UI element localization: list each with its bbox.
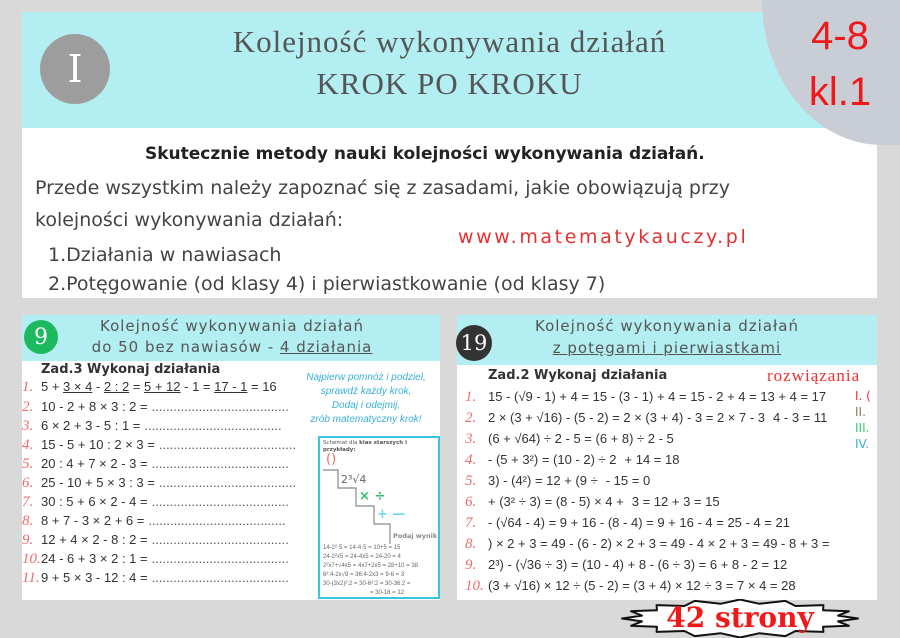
exercise-line — [488, 389, 826, 405]
page-count-label: strony — [714, 601, 814, 634]
exercise-solution: 15 - (√9 - 1) + 4 = 15 - (3 - 1) + 4 = 15 - 2 + 4 = 13 + 4 = 17 — [488, 389, 827, 404]
roman-numeral: II. — [855, 405, 866, 419]
answer-blank: ...................................... — [151, 570, 289, 585]
task-heading: Zad.2 Wykonaj działania — [488, 368, 668, 383]
schema-example: 2²x7+√4x5 = 4x7+2x5 = 28+10 = 38 — [323, 563, 419, 569]
row-number: 6. — [22, 475, 34, 491]
page-count-number: 42 — [666, 601, 706, 634]
schema-example: 6²:4-2x√9 = 36:4-2x3 = 9-6 = 3 — [323, 572, 405, 578]
exercise-row — [22, 494, 289, 510]
row-number: 9. — [22, 532, 34, 548]
row-number: 10. — [465, 578, 484, 594]
exercise-line — [488, 578, 796, 594]
example-part: 3 × 4 — [63, 379, 93, 394]
exercise-line — [488, 452, 679, 468]
answer-blank: ...................................... — [151, 494, 289, 509]
exercise-row — [22, 456, 289, 472]
exercise-line — [41, 456, 289, 472]
row-number: 2. — [465, 410, 477, 426]
exercise-row — [22, 437, 297, 453]
exercise-line — [488, 431, 674, 447]
example-part: 5 + 12 — [144, 379, 181, 394]
answer-blank: ...................................... — [151, 399, 289, 414]
answer-blank: ...................................... — [148, 513, 286, 528]
exercise-expression: 15 - 5 + 10 : 2 × 3 = — [41, 437, 155, 452]
exercise-line — [488, 557, 787, 573]
exercise-solution-end: + 14 = 18 — [624, 452, 680, 467]
title-prefix: do 50 bez nawiasów - — [91, 338, 280, 356]
schema-title — [323, 440, 437, 454]
exercise-line — [41, 437, 296, 453]
schema-example: = 30-18 = 12 — [370, 590, 405, 596]
roman-numeral: I. ( — [855, 389, 871, 403]
exercise-row — [22, 513, 286, 529]
answer-blank: ...................................... — [158, 437, 297, 452]
task-heading: Zad.3 Wykonaj działania — [41, 362, 221, 377]
answer-blank: ...................................... — [151, 551, 289, 566]
exercise-line — [488, 536, 829, 552]
answer-blank: ...................................... — [151, 456, 289, 471]
hint-line: Najpierw pomnóż i podziel, — [306, 372, 426, 383]
schema-example: 14-2²·5 = 14-4·5 = 10+5 = 15 — [323, 545, 401, 551]
exercise-line — [41, 551, 289, 567]
multiply-divide-step: × ÷ — [359, 489, 386, 504]
row-number: 7. — [465, 515, 477, 531]
hint-line: sprawdź każdy krok, — [320, 386, 412, 397]
badge-label: I — [67, 47, 83, 91]
title-line1: Kolejność wykonywania działań — [232, 24, 667, 59]
row-number: 11. — [22, 570, 40, 586]
power-root-step: 2³√4 — [341, 473, 367, 486]
worksheet-preview-right — [457, 315, 877, 600]
exercise-expression: 9 + 5 × 3 - 12 : 4 = — [41, 570, 148, 585]
exercise-expression: 12 + 4 × 2 - 8 : 2 = — [41, 532, 148, 547]
exercise-line — [41, 532, 289, 548]
exercise-line — [488, 515, 790, 531]
exercise-row — [22, 475, 297, 491]
sheet-title-line2 — [62, 338, 402, 356]
sheet-title-line1: Kolejność wykonywania działań — [99, 317, 364, 335]
rule-2 — [48, 273, 605, 295]
schema-title-bold: klas starszych i przykłady: — [323, 440, 407, 453]
answer-blank: ...................................... — [158, 475, 297, 490]
website-link[interactable]: www.matematykauczy.pl — [458, 226, 749, 248]
row-number: 10. — [22, 551, 41, 567]
exercise-line — [488, 473, 650, 489]
parentheses-step: () — [326, 452, 337, 467]
exercise-row — [22, 570, 289, 586]
exercise-solution: - (5 + 3²) = (10 - 2) ÷ 2 — [488, 452, 617, 467]
badge-label: 19 — [460, 331, 488, 355]
exercise-solution: ) × 2 + 3 = 49 - (6 - 2) × 2 + 3 = 49 - 4 × 2 + 3 = 49 - 8 + 3 = — [488, 536, 830, 551]
grade-class: kl.1 — [808, 70, 872, 114]
example-part: - 1 = — [180, 379, 215, 394]
intro-paragraph-line1: Przede wszystkim należy zapoznać się z zasadami, jakie obowiązują przy — [35, 177, 730, 199]
sheet-number-badge — [24, 320, 58, 354]
row-number: 7. — [22, 494, 34, 510]
exercise-expression: 20 : 4 + 7 × 2 - 3 = — [41, 456, 148, 471]
exercise-solution: 3) - (4²) = 12 + (9 ÷ — [488, 473, 598, 488]
rule-number: 1. — [48, 244, 67, 266]
row-number: 6. — [465, 494, 477, 510]
exercise-line — [41, 399, 289, 415]
sheet-number-badge — [456, 325, 492, 361]
exercise-line — [41, 475, 296, 491]
exercise-expression: 25 - 10 + 5 × 3 : 3 = — [41, 475, 155, 490]
example-part: = — [129, 379, 145, 394]
grade-range: 4-8 — [811, 14, 869, 58]
exercise-row — [22, 532, 289, 548]
example-part: = 16 — [247, 379, 277, 394]
rule-text: Potęgowanie (od klasy 4) i pierwiastkowanie (od klasy 7) — [66, 273, 606, 295]
intro-subtitle: Skutecznie metody nauki kolejności wykonywania działań. — [145, 144, 705, 164]
exercise-expression: 24 - 6 + 3 × 2 : 1 = — [41, 551, 148, 566]
row-number: 4. — [22, 437, 34, 453]
schema-title-prefix: Schemat dla — [323, 440, 360, 446]
exercise-expression: 30 : 5 + 6 × 2 - 4 = — [41, 494, 148, 509]
exercise-line — [488, 494, 720, 510]
row-number: 3. — [465, 431, 477, 447]
roman-numeral: IV. — [855, 437, 870, 451]
exercise-line — [41, 513, 286, 529]
sheet-title-line1: Kolejność wykonywania działań — [534, 317, 799, 335]
example-expression — [41, 379, 277, 395]
hint-line: zrób matematyczny krok! — [310, 414, 422, 425]
page-count — [650, 601, 830, 635]
hint-line: Dodaj i odejmij, — [331, 400, 401, 411]
schema-result: Podaj wynik — [393, 532, 438, 540]
roman-numeral: III. — [855, 421, 870, 435]
row-number: 9. — [465, 557, 477, 573]
row-number: 2. — [22, 399, 34, 415]
row-number: 5. — [465, 473, 477, 489]
exercise-solution: 2³) - (√36 ÷ 3) = (10 - 4) + 8 - (6 ÷ 3) = 6 + 8 - 2 = 12 — [488, 557, 788, 572]
answer-blank: ...................................... — [144, 418, 282, 433]
row-number: 4. — [465, 452, 477, 468]
exercise-line — [41, 494, 289, 510]
example-part: 5 + — [41, 379, 64, 394]
row-number: 1. — [465, 389, 477, 405]
exercise-row — [22, 418, 282, 434]
row-number: 3. — [22, 418, 34, 434]
title-line2: KROK PO KROKU — [316, 66, 583, 101]
exercise-solution-end: 3 = 12 + 3 = 15 — [631, 494, 720, 509]
example-part: 2 : 2 — [103, 379, 130, 394]
exercise-solution: 2 × (3 + √16) - (5 - 2) = 2 × (3 + 4) - 3 = 2 × 7 - 3 — [488, 410, 766, 425]
exercise-row — [22, 399, 289, 415]
example-part: - — [92, 379, 104, 394]
exercise-solution: - (√64 - 4) = 9 + 16 - (8 - 4) = 9 + 16 - 4 = 25 - 4 = 21 — [488, 515, 790, 530]
rule-number: 2. — [48, 273, 67, 295]
exercise-solution: (6 + √64) ÷ 2 - 5 = (6 + 8) ÷ 2 - 5 — [488, 431, 674, 446]
add-subtract-step: + — — [377, 507, 406, 522]
intro-paragraph-line2: kolejności wykonywania działań: — [35, 209, 344, 231]
sheet-title-line2: z potęgami i pierwiastkami — [552, 339, 782, 357]
exercise-solution: (3 + √16) × 12 ÷ (5 - 2) = (3 + 4) × 12 ÷ 3 = 7 × 4 = 28 — [488, 578, 796, 593]
example-row — [22, 379, 277, 395]
row-number: 5. — [22, 456, 34, 472]
title-underlined: 4 działania — [279, 338, 373, 356]
row-number: 1. — [22, 379, 34, 395]
exercise-expression: 6 × 2 + 3 - 5 : 1 = — [41, 418, 141, 433]
answer-blank: ...................................... — [151, 532, 289, 547]
schema-example: 24-2²x5 = 24-4x5 = 24-20 = 4 — [323, 554, 401, 560]
solutions-label: rozwiązania — [767, 366, 861, 385]
exercise-expression: 10 - 2 + 8 × 3 : 2 = — [41, 399, 148, 414]
exercise-solution: + (3² ÷ 3) = (8 - 5) × 4 + — [488, 494, 624, 509]
badge-label: 9 — [34, 324, 48, 350]
exercise-solution-end: - 15 = 0 — [605, 473, 651, 488]
exercise-line — [41, 418, 282, 434]
cover-card — [22, 12, 877, 298]
exercise-line — [41, 570, 289, 586]
exercise-line — [488, 410, 827, 426]
exercise-expression: 8 + 7 - 3 × 2 + 6 = — [41, 513, 145, 528]
schema-example: 30-(3x2)²:2 = 30-6²:2 = 30-36:2 = — [323, 581, 411, 587]
exercise-solution-end: 4 - 3 = 11 — [773, 410, 828, 425]
row-number: 8. — [22, 513, 34, 529]
example-part: 17 - 1 — [214, 379, 248, 394]
schema-box — [318, 436, 440, 599]
rule-1 — [48, 244, 281, 266]
row-number: 8. — [465, 536, 477, 552]
rule-text: Działania w nawiasach — [66, 244, 282, 266]
exercise-row — [22, 551, 289, 567]
hint-text — [294, 371, 438, 427]
